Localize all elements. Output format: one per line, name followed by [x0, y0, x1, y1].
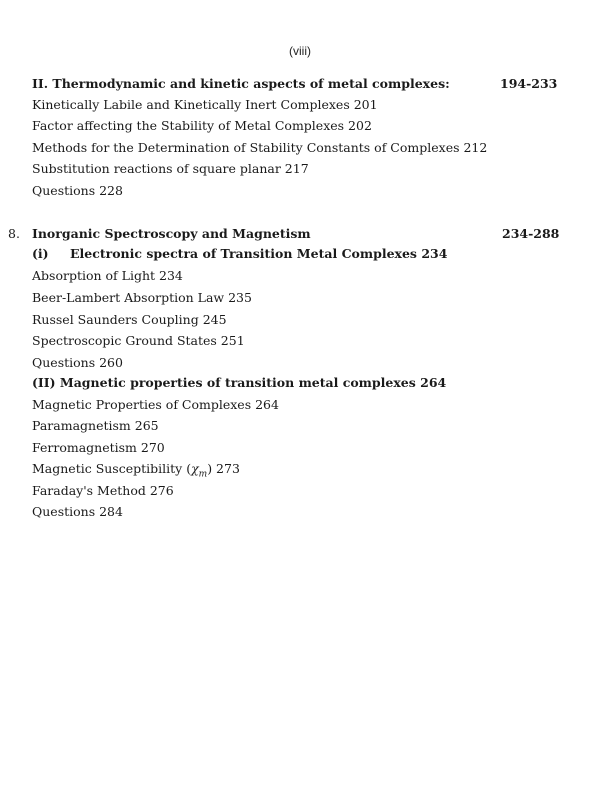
toc-entry: Ferromagnetism 270 — [32, 440, 165, 455]
chi-symbol: χ — [191, 461, 199, 476]
toc-entry: Beer-Lambert Absorption Law 235 — [32, 290, 252, 305]
toc-entry: Methods for the Determination of Stability Constants of Complexes 212 — [32, 140, 488, 155]
toc-entry: Faraday's Method 276 — [32, 483, 174, 498]
toc-entry: Paramagnetism 265 — [32, 418, 159, 433]
toc-entry: Questions 228 — [32, 183, 123, 198]
section-ii-heading: II. Thermodynamic and kinetic aspects of metal complexes: — [32, 76, 450, 91]
chi-subscript: m — [198, 469, 208, 480]
section-ii-pages: 194-233 — [500, 76, 558, 91]
toc-entry: Questions 260 — [32, 355, 123, 370]
part-i-heading-row — [32, 246, 447, 262]
chapter-title: Inorganic Spectroscopy and Magnetism — [32, 226, 311, 241]
susceptibility-close: ) 273 — [207, 461, 240, 476]
chapter-number: 8. — [8, 226, 20, 241]
part-i-heading: Electronic spectra of Transition Metal Complexes 234 — [70, 246, 448, 261]
toc-entry: Russel Saunders Coupling 245 — [32, 312, 227, 327]
toc-entry: Questions 284 — [32, 504, 123, 519]
susceptibility-text: Magnetic Susceptibility ( — [32, 461, 192, 476]
part-i-tag: (i) — [32, 246, 49, 261]
toc-entry: Substitution reactions of square planar 217 — [32, 161, 309, 176]
toc-entry: Absorption of Light 234 — [32, 268, 183, 283]
part-ii-heading: (II) Magnetic properties of transition metal complexes 264 — [32, 375, 447, 390]
chapter-pages: 234-288 — [502, 226, 560, 241]
page-number: (viii) — [289, 44, 311, 58]
toc-entry: Magnetic Properties of Complexes 264 — [32, 397, 279, 412]
toc-entry: Factor affecting the Stability of Metal Complexes 202 — [32, 118, 372, 133]
toc-entry: Kinetically Labile and Kinetically Inert Complexes 201 — [32, 97, 378, 112]
toc-entry: Spectroscopic Ground States 251 — [32, 333, 245, 348]
toc-entry-susceptibility — [32, 461, 240, 483]
